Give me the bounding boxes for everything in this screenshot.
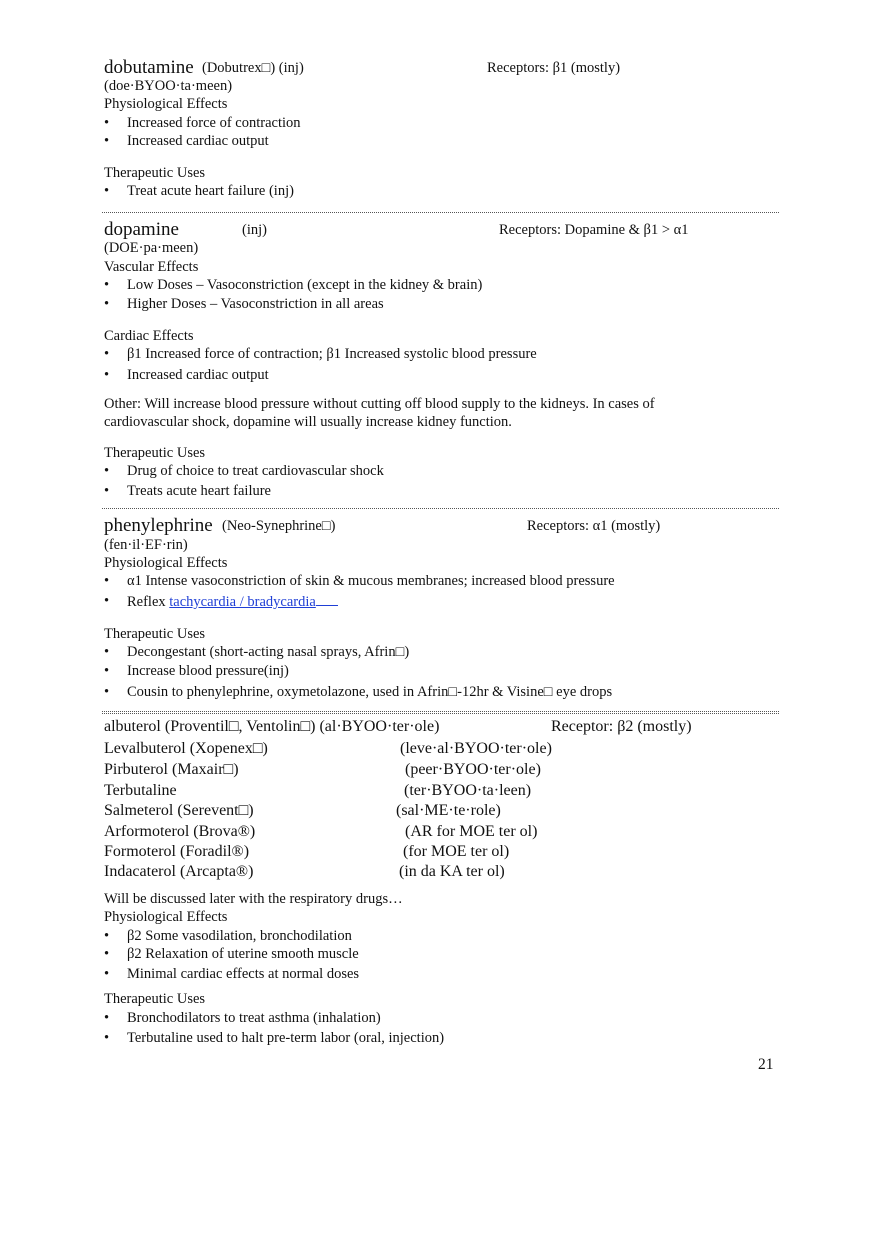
bullet-marker: •	[104, 346, 110, 362]
dopamine-other-line-1: Other: Will increase blood pressure without cutting off blood supply to the kidneys. In cases of	[104, 396, 655, 412]
phenylephrine-bullet-3: Decongestant (short-acting nasal sprays, Afrin□)	[127, 644, 410, 660]
dobutamine-heading-uses: Therapeutic Uses	[104, 165, 206, 181]
phenylephrine-bullet-2-text: Reflex	[127, 594, 170, 610]
drug-name-dobutamine: dobutamine	[104, 57, 194, 78]
dopamine-heading-uses: Therapeutic Uses	[104, 445, 206, 461]
bullet-marker: •	[104, 483, 110, 499]
dobutamine-bullet-1: Increased force of contraction	[127, 115, 301, 131]
bullet-marker: •	[104, 183, 110, 199]
phenylephrine-bullet-2	[127, 594, 338, 610]
dopamine-bullet-4: Increased cardiac output	[127, 367, 269, 383]
dobutamine-heading-physio: Physiological Effects	[104, 96, 228, 112]
dobutamine-brand: (Dobutrex□) (inj)	[202, 60, 304, 76]
dobutamine-bullet-2: Increased cardiac output	[127, 133, 269, 149]
albuterol-bullet-4: Bronchodilators to treat asthma (inhalation)	[127, 1010, 381, 1026]
bullet-marker: •	[104, 1010, 110, 1026]
dopamine-receptors: Receptors: Dopamine & β1 > α1	[499, 222, 689, 238]
bullet-marker: •	[104, 115, 110, 131]
dopamine-other-line-2: cardiovascular shock, dopamine will usually increase kidney function.	[104, 414, 512, 430]
phenylephrine-pronunciation: (fen·il·EF·rin)	[104, 537, 188, 553]
section-divider	[102, 711, 779, 712]
dopamine-bullet-5: Drug of choice to treat cardiovascular shock	[127, 463, 384, 479]
albuterol-bullet-1: β2 Some vasodilation, bronchodilation	[127, 928, 352, 944]
bullet-marker: •	[104, 277, 110, 293]
bullet-marker: •	[104, 133, 110, 149]
bullet-marker: •	[104, 463, 110, 479]
tachycardia-bradycardia-link[interactable]: tachycardia / bradycardia	[169, 594, 338, 610]
drug-name-phenylephrine: phenylephrine	[104, 515, 213, 536]
beta2-drug-pronunciation: (for MOE ter ol)	[403, 843, 510, 860]
dobutamine-receptors: Receptors: β1 (mostly)	[487, 60, 621, 76]
dopamine-inj: (inj)	[242, 222, 267, 238]
beta2-drug-pronunciation: (sal·ME·te·role)	[396, 802, 501, 819]
bullet-marker: •	[104, 663, 110, 679]
page-number: 21	[758, 1056, 774, 1073]
bullet-marker: •	[104, 367, 110, 383]
dopamine-bullet-1: Low Doses – Vasoconstriction (except in the kidney & brain)	[127, 277, 483, 293]
dopamine-bullet-6: Treats acute heart failure	[127, 483, 271, 499]
drug-name-dopamine: dopamine	[104, 219, 179, 240]
beta2-drug-pronunciation: (peer·BYOO·ter·ole)	[405, 761, 541, 778]
dopamine-heading-vascular: Vascular Effects	[104, 259, 199, 275]
beta2-drug-name: Levalbuterol (Xopenex□)	[104, 740, 268, 757]
dopamine-bullet-2: Higher Doses – Vasoconstriction in all areas	[127, 296, 384, 312]
phenylephrine-bullet-5: Cousin to phenylephrine, oxymetolazone, used in Afrin□-12hr & Visine□ eye drops	[127, 684, 613, 700]
dopamine-pronunciation: (DOE·pa·meen)	[104, 240, 199, 256]
bullet-marker: •	[104, 593, 110, 609]
albuterol-bullet-3: Minimal cardiac effects at normal doses	[127, 966, 360, 982]
bullet-marker: •	[104, 296, 110, 312]
bullet-marker: •	[104, 644, 110, 660]
phenylephrine-heading-uses: Therapeutic Uses	[104, 626, 206, 642]
dobutamine-pronunciation: (doe·BYOO·ta·meen)	[104, 78, 233, 94]
beta2-drug-name: Arformoterol (Brova®)	[104, 823, 256, 840]
beta2-drug-pronunciation: (AR for MOE ter ol)	[405, 823, 538, 840]
bullet-marker: •	[104, 1030, 110, 1046]
beta2-drug-name: Pirbuterol (Maxair□)	[104, 761, 239, 778]
beta2-drug-name: Formoterol (Foradil®)	[104, 843, 250, 860]
bullet-marker: •	[104, 928, 110, 944]
bullet-marker: •	[104, 966, 110, 982]
albuterol-heading-uses: Therapeutic Uses	[104, 991, 206, 1007]
dopamine-heading-cardiac: Cardiac Effects	[104, 328, 194, 344]
albuterol-bullet-5: Terbutaline used to halt pre-term labor (oral, injection)	[127, 1030, 445, 1046]
bullet-marker: •	[104, 946, 110, 962]
beta2-drug-pronunciation: (ter·BYOO·ta·leen)	[404, 782, 532, 799]
phenylephrine-heading-physio: Physiological Effects	[104, 555, 228, 571]
beta2-drug-pronunciation: (in da KA ter ol)	[399, 863, 505, 880]
albuterol-bullet-2: β2 Relaxation of uterine smooth muscle	[127, 946, 359, 962]
beta2-drug-name: Terbutaline	[104, 782, 177, 799]
albuterol-heading: albuterol (Proventil□, Ventolin□) (al·BYOO·ter·ole)	[104, 718, 440, 735]
bullet-marker: •	[104, 573, 110, 589]
albuterol-heading-physio: Physiological Effects	[104, 909, 228, 925]
albuterol-receptor: Receptor: β2 (mostly)	[551, 718, 692, 735]
bullet-marker: •	[104, 684, 110, 700]
section-divider	[102, 212, 779, 213]
beta2-drug-name: Indacaterol (Arcapta®)	[104, 863, 254, 880]
albuterol-note: Will be discussed later with the respiratory drugs…	[104, 891, 403, 907]
section-divider	[102, 713, 779, 714]
beta2-drug-pronunciation: (leve·al·BYOO·ter·ole)	[400, 740, 552, 757]
phenylephrine-receptors: Receptors: α1 (mostly)	[527, 518, 661, 534]
phenylephrine-bullet-1: α1 Intense vasoconstriction of skin & mucous membranes; increased blood pressure	[127, 573, 615, 589]
dobutamine-bullet-3: Treat acute heart failure (inj)	[127, 183, 294, 199]
beta2-drug-name: Salmeterol (Serevent□)	[104, 802, 254, 819]
phenylephrine-brand: (Neo-Synephrine□)	[222, 518, 336, 534]
section-divider	[102, 508, 779, 509]
phenylephrine-bullet-4: Increase blood pressure(inj)	[127, 663, 289, 679]
dopamine-bullet-3: β1 Increased force of contraction; β1 Increased systolic blood pressure	[127, 346, 537, 362]
